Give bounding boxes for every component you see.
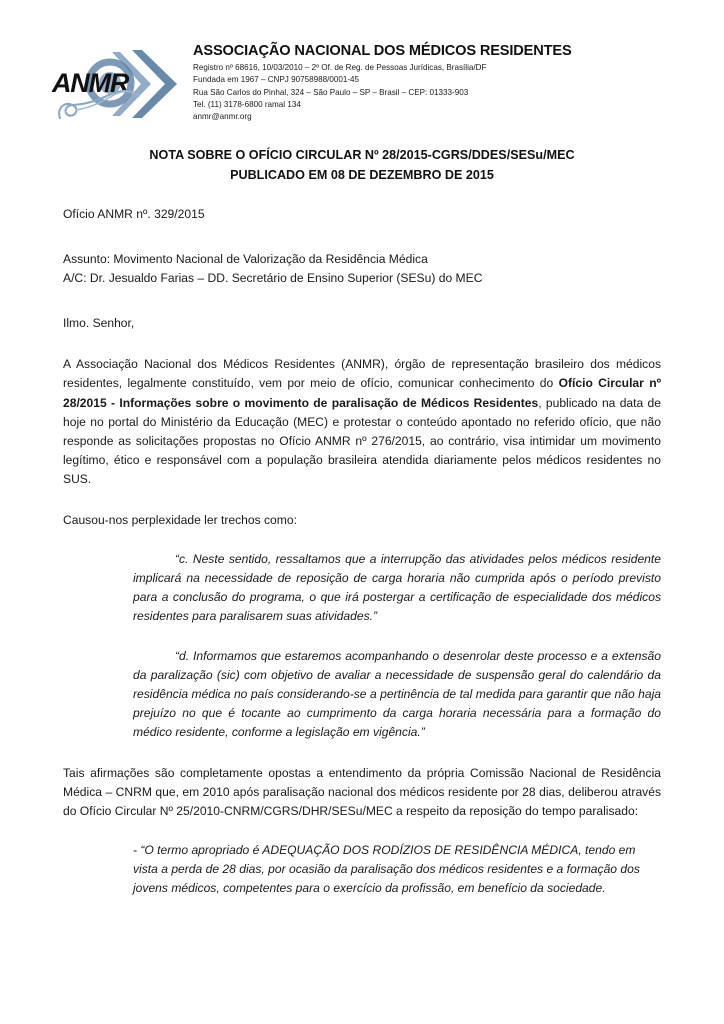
- quote-item-d: [133, 647, 661, 742]
- subject-line: Assunto: Movimento Nacional de Valorização da Residência Médica: [63, 252, 428, 267]
- founded-cnpj-line: Fundada em 1967 – CNPJ 90758988/0001-45: [193, 75, 360, 85]
- quote-item-c: [133, 550, 661, 626]
- email-line: anmr@anmr.org: [193, 112, 252, 122]
- registration-line: Registro nº 68616, 10/03/2010 – 2º Of. de Reg. de Pessoas Jurídicas, Brasília/DF: [193, 62, 487, 72]
- address-line: Rua São Carlos do Pinhal, 324 – São Paulo – SP – Brasil – CEP: 01333-903: [193, 87, 469, 97]
- paragraph-intro-part1: A Associação Nacional dos Médicos Residentes (ANMR), órgão de representação brasileiro dos médicos residentes, legalmente constituído, vem por meio de ofício, comunicar conhecimento do: [63, 357, 661, 391]
- spacer: [63, 627, 661, 647]
- oficio-number: Ofício ANMR nº. 329/2015: [63, 207, 205, 221]
- spacer: [63, 288, 661, 314]
- title-line-2: PUBLICADO EM 08 DE DEZEMBRO DE 2015: [230, 167, 494, 182]
- paragraph-intro-bold: Ofício Circular nº 28/2015 - Informações sobre o movimento de paralisação de Médicos Residentes: [63, 376, 661, 410]
- page-title: [62, 146, 662, 185]
- phone-line: Tel. (11) 3178-6800 ramal 134: [193, 99, 301, 109]
- svg-text:ANMR: ANMR: [52, 68, 129, 98]
- spacer: [63, 489, 661, 511]
- organization-block: [193, 43, 663, 123]
- organization-name: ASSOCIAÇÃO NACIONAL DOS MÉDICOS RESIDENTES: [193, 43, 572, 59]
- anmr-logo: [46, 38, 196, 130]
- letter-body: [63, 205, 661, 897]
- paragraph-intro: [63, 355, 661, 489]
- spacer: [63, 333, 661, 355]
- spacer: [63, 224, 661, 250]
- letterhead: [0, 36, 724, 136]
- paragraph-perplexity: Causou-nos perplexidade ler trechos como:: [63, 513, 297, 528]
- attention-line: A/C: Dr. Jesualdo Farias – DD. Secretário de Ensino Superior (SESu) do MEC: [63, 271, 483, 286]
- quote-item-d-text: “d. Informamos que estaremos acompanhando o desenrolar deste processo e a extensão da paralização (sic) com objetivo de avaliar a necessidade de suspensão geral do calendário da residência médica no país considerando-se a pertinência de tal medida para garantir que não haja prejuízo no que é tocante ao cumprimento da carga horaria necessária para a formação do médico residente, conforme a legislação em vigência.”: [133, 648, 661, 739]
- title-line-1: NOTA SOBRE O OFÍCIO CIRCULAR Nº 28/2015-CGRS/DDES/SESu/MEC: [149, 148, 575, 162]
- quote-item-c-text: “c. Neste sentido, ressaltamos que a interrupção das atividades pelos médicos residente implicará na necessidade de reposição de carga horaria não cumprida após o período previsto para a conclusão do programa, o que irá postergar a certificação de especialidade dos médicos residentes para paralisarem suas atividades.”: [133, 552, 661, 624]
- paragraph-intro-part2: , publicado na data de hoje no portal do Ministério da Educação (MEC) e protestar o conteúdo apontado no referido ofício, que não responde as solicitações propostas no Ofício ANMR nº 276/2015, ao contrário, visa intimidar um movimento legítimo, ético e responsável com a população brasileira atendida diariamente pelos médicos residentes no SUS.: [63, 395, 661, 486]
- quote-cnrm-deliberation: - “O termo apropriado é ADEQUAÇÃO DOS RODÍZIOS DE RESIDÊNCIA MÉDICA, tendo em vista a perda de 28 dias, por ocasião da paralisação dos médicos residentes e a formação dos jovens médicos, competentes para o exercício da profissão, em benefício da sociedade.: [133, 843, 640, 895]
- spacer: [63, 530, 661, 550]
- spacer: [63, 742, 661, 764]
- spacer: [63, 821, 661, 841]
- salutation: Ilmo. Senhor,: [63, 316, 135, 331]
- paragraph-cnrm: Tais afirmações são completamente opostas a entendimento da própria Comissão Nacional de Residência Médica – CNRM que, em 2010 após paralisação nacional dos médicos residente por 28 dias, deliberou através do Ofício Circular Nº 25/2010-CNRM/CGRS/DHR/SESu/MEC a respeito da reposição do tempo paralisado:: [63, 765, 661, 819]
